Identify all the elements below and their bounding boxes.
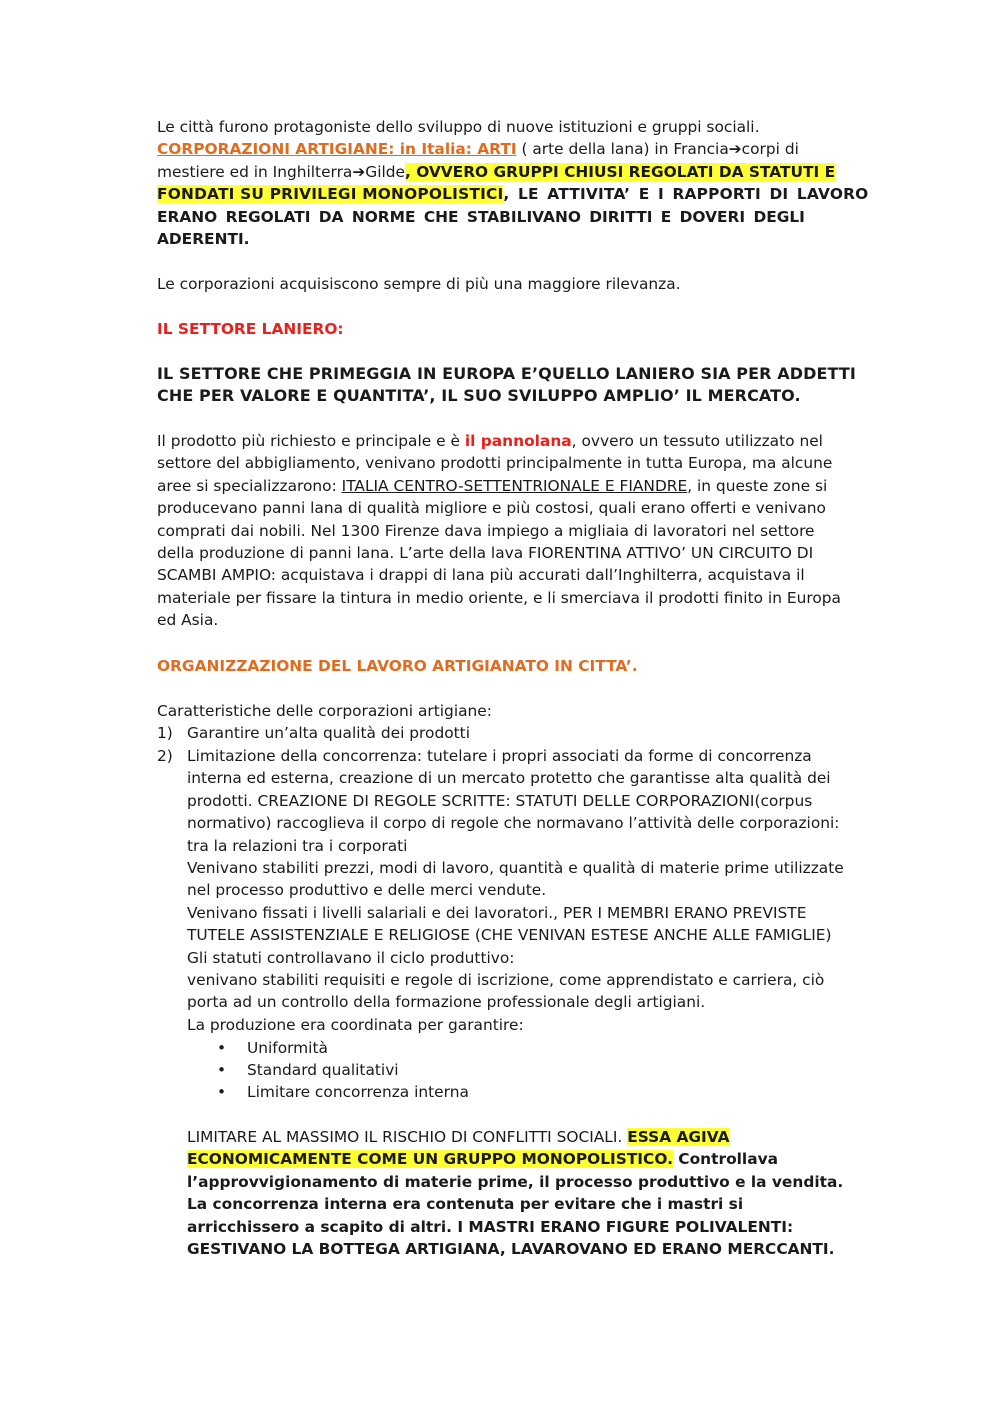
body-text: Il prodotto più richiesto e principale e è bbox=[157, 432, 465, 450]
list-number: 2) bbox=[157, 747, 173, 765]
item2-line-3: prodotti. CREAZIONE DI REGOLE SCRITTE: STATUTI DELLE CORPORAZIONI(corpus bbox=[187, 791, 813, 810]
final-line-5: arricchissero a scapito di altri. I MASTRI ERANO FIGURE POLIVALENTI: bbox=[187, 1217, 794, 1236]
item2-line-9: TUTELE ASSISTENZIALE E RELIGIOSE (CHE VENIVAN ESTESE ANCHE ALLE FAMIGLIE) bbox=[187, 926, 832, 945]
highlighted-text: ESSA AGIVA bbox=[627, 1128, 730, 1146]
pannolana-line-1 bbox=[157, 430, 897, 452]
highlighted-text: FONDATI SU PRIVILEGI MONOPOLISTICI bbox=[157, 185, 504, 204]
intro-line-4 bbox=[157, 183, 897, 205]
list-item-1: Garantire un’alta qualità dei prodotti bbox=[187, 724, 470, 742]
intro-line-3 bbox=[157, 161, 897, 183]
section-heading-laniero: IL SETTORE LANIERO: bbox=[157, 320, 344, 338]
item2-line-7: nel processo produttivo e delle merci vendute. bbox=[187, 881, 547, 900]
corporazioni-heading: CORPORAZIONI ARTIGIANE: in Italia: ARTI bbox=[157, 140, 517, 159]
item2-line-2: interna ed esterna, creazione di un mercato protetto che garantisse alta qualità dei bbox=[187, 769, 831, 788]
bullet-icon: • bbox=[217, 1061, 227, 1079]
intro-paragraph bbox=[157, 116, 897, 250]
body-text: LIMITARE AL MASSIMO IL RISCHIO DI CONFLITTI SOCIALI. bbox=[187, 1128, 628, 1146]
final-paragraph bbox=[187, 1126, 902, 1260]
bullet-item: Uniformità bbox=[247, 1039, 328, 1057]
final-line-1 bbox=[187, 1126, 902, 1148]
pannolana-paragraph bbox=[157, 430, 897, 632]
item2-line-5: tra la relazioni tra i corporati bbox=[187, 836, 408, 855]
item2-line-6: Venivano stabiliti prezzi, modi di lavoro, quantità e qualità di materie prime utilizzate bbox=[187, 859, 844, 878]
intro-text: mestiere ed in Inghilterra bbox=[157, 162, 353, 181]
pannolana-line-4: producevano panni lana di qualità migliore e più costosi, quali erano offerti e venivano bbox=[157, 499, 826, 518]
laniero-line-2: CHE PER VALORE E QUANTITA’, IL SUO SVILUPPO AMPLIO’ IL MERCATO. bbox=[157, 386, 801, 406]
pannolana-line-3 bbox=[157, 475, 897, 497]
corporazioni-rilevanza: Le corporazioni acquisiscono sempre di più una maggiore rilevanza. bbox=[157, 275, 681, 293]
highlighted-text: ECONOMICAMENTE COME UN GRUPPO MONOPOLISTICO. bbox=[187, 1150, 673, 1169]
pannolana-term: il pannolana bbox=[464, 432, 572, 450]
intro-line-5: ERANO REGOLATI DA NORME CHE STABILIVANO DIRITTI E DOVERI DEGLI bbox=[157, 207, 805, 226]
pannolana-line-9: ed Asia. bbox=[157, 611, 219, 630]
laniero-line-1: IL SETTORE CHE PRIMEGGIA IN EUROPA E’QUELLO LANIERO SIA PER ADDETTI bbox=[157, 364, 856, 383]
final-line-3: l’approvvigionamento di materie prime, il processo produttivo e la vendita. bbox=[187, 1172, 844, 1191]
final-line-4: La concorrenza interna era contenuta per evitare che i mastri si bbox=[187, 1195, 744, 1214]
final-line-2 bbox=[187, 1148, 902, 1170]
bullet-icon: • bbox=[217, 1039, 227, 1057]
body-text: , in queste zone si bbox=[687, 476, 828, 495]
intro-text: corpi di bbox=[741, 140, 799, 159]
highlighted-text: , OVVERO GRUPPI CHIUSI REGOLATI DA STATUTI E bbox=[404, 162, 836, 181]
intro-line-6: ADERENTI. bbox=[157, 230, 250, 249]
list-number: 1) bbox=[157, 724, 173, 742]
bold-text: Controllava bbox=[672, 1150, 778, 1169]
item2-line-1: Limitazione della concorrenza: tutelare i propri associati da forme di concorrenza bbox=[187, 747, 812, 765]
bullet-item: Standard qualitativi bbox=[247, 1061, 399, 1079]
intro-text: Gilde bbox=[365, 162, 405, 181]
bold-text: , LE ATTIVITA’ E I RAPPORTI DI LAVORO bbox=[503, 185, 869, 204]
body-text: aree si specializzarono: bbox=[157, 476, 342, 495]
bullet-item: Limitare concorrenza interna bbox=[247, 1083, 469, 1101]
arrow-icon: ➔ bbox=[352, 162, 366, 181]
final-line-6: GESTIVANO LA BOTTEGA ARTIGIANA, LAVAROVANO ED ERANO MERCCANTI. bbox=[187, 1240, 835, 1259]
item2-line-11: venivano stabiliti requisiti e regole di iscrizione, come apprendistato e carriera, ciò bbox=[187, 971, 825, 990]
pannolana-line-8: materiale per fissare la tintura in medio oriente, e li smerciava il prodotti finito in Europa bbox=[157, 588, 841, 607]
arrow-icon: ➔ bbox=[728, 140, 742, 159]
list-intro: Caratteristiche delle corporazioni artigiane: bbox=[157, 702, 492, 720]
pannolana-line-6: della produzione di panni lana. L’arte della lava FIORENTINA ATTIVO’ UN CIRCUITO DI bbox=[157, 544, 814, 563]
intro-line-1: Le città furono protagoniste dello sviluppo di nuove istituzioni e gruppi sociali. bbox=[157, 118, 760, 136]
item2-line-13: La produzione era coordinata per garantire: bbox=[187, 1015, 524, 1034]
item2-line-10: Gli statuti controllavano il ciclo produttivo: bbox=[187, 948, 515, 967]
laniero-statement bbox=[157, 363, 897, 408]
item2-line-12: porta ad un controllo della formazione professionale degli artigiani. bbox=[187, 993, 706, 1012]
item2-line-4: normativo) raccoglieva il corpo di regole che normavano l’attività delle corporazioni: bbox=[187, 814, 840, 833]
pannolana-line-2: settore del abbigliamento, venivano prodotti principalmente in tutta Europa, ma alcune bbox=[157, 454, 833, 473]
item2-line-8: Venivano fissati i livelli salariali e dei lavoratori., PER I MEMBRI ERANO PREVISTE bbox=[187, 903, 807, 922]
bullet-icon: • bbox=[217, 1083, 227, 1101]
underlined-regions: ITALIA CENTRO-SETTENTRIONALE E FIANDRE bbox=[341, 476, 688, 495]
intro-text: ( arte della lana) in Francia bbox=[516, 140, 729, 159]
list-item-2 bbox=[187, 745, 902, 1036]
section-heading-organizzazione: ORGANIZZAZIONE DEL LAVORO ARTIGIANATO IN CITTA’. bbox=[157, 657, 638, 675]
intro-line-2 bbox=[157, 138, 897, 160]
body-text: , ovvero un tessuto utilizzato nel bbox=[571, 432, 823, 450]
pannolana-line-7: SCAMBI AMPIO: acquistava i drappi di lana più accurati dall’Inghilterra, acquistava il bbox=[157, 566, 805, 585]
pannolana-line-5: comprati dai nobili. Nel 1300 Firenze dava impiego a migliaia di lavoratori nel settore bbox=[157, 521, 815, 540]
